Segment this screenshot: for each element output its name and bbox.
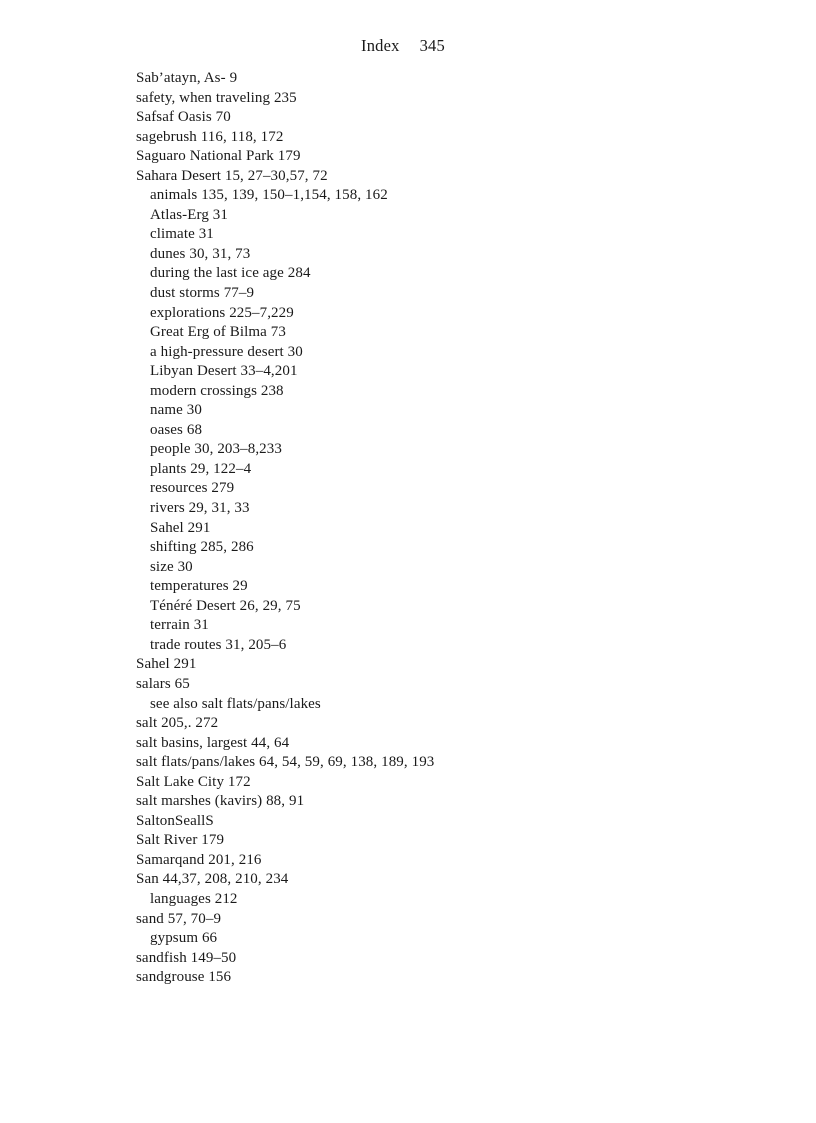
index-subentry: rivers 29, 31, 33 bbox=[150, 500, 250, 517]
index-entry: salt flats/pans/lakes 64, 54, 59, 69, 138, 189, 193 bbox=[136, 754, 435, 771]
index-subentry: languages 212 bbox=[150, 890, 238, 907]
index-entry: Safsaf Oasis 70 bbox=[136, 109, 231, 126]
index-subentry: Sahel 291 bbox=[150, 519, 211, 536]
index-subentry: size 30 bbox=[150, 558, 193, 575]
running-head-title: Index bbox=[361, 36, 400, 55]
index-entry: sand 57, 70–9 bbox=[136, 910, 222, 927]
running-head bbox=[361, 36, 445, 56]
index-entry: Sab’atayn, As- 9 bbox=[136, 70, 238, 86]
index-subentry: terrain 31 bbox=[150, 617, 209, 634]
index-entry-list bbox=[136, 69, 736, 988]
index-entry: salt marshes (kavirs) 88, 91 bbox=[136, 793, 305, 810]
index-entry: Samarqand 201, 216 bbox=[136, 851, 262, 868]
index-entry: Salt River 179 bbox=[136, 832, 225, 849]
index-subentry: oases 68 bbox=[150, 421, 203, 438]
page-number: 345 bbox=[419, 36, 445, 55]
index-subentry: trade routes 31, 205–6 bbox=[150, 636, 287, 653]
index-entry: safety, when traveling 235 bbox=[136, 89, 297, 106]
index-subentry: Ténéré Desert 26, 29, 75 bbox=[150, 597, 301, 614]
index-subentry: climate 31 bbox=[150, 226, 214, 243]
index-subentry: explorations 225–7,229 bbox=[150, 304, 294, 321]
index-entry: San 44,37, 208, 210, 234 bbox=[136, 871, 289, 888]
index-entry: sandfish 149–50 bbox=[136, 949, 237, 966]
index-subentry: Libyan Desert 33–4,201 bbox=[150, 363, 298, 380]
index-subentry: animals 135, 139, 150–1,154, 158, 162 bbox=[150, 187, 388, 204]
index-subentry: shifting 285, 286 bbox=[150, 539, 254, 556]
index-subentry: dust storms 77–9 bbox=[150, 285, 255, 302]
index-entry: salt basins, largest 44, 64 bbox=[136, 734, 290, 751]
index-subentry: people 30, 203–8,233 bbox=[150, 441, 282, 458]
index-entry: salt 205,. 272 bbox=[136, 715, 219, 732]
index-subentry: modern crossings 238 bbox=[150, 382, 284, 399]
index-entry: SaltonSeallS bbox=[136, 812, 214, 829]
index-entry: Sahara Desert 15, 27–30,57, 72 bbox=[136, 167, 328, 184]
index-entry: Saguaro National Park 179 bbox=[136, 148, 301, 165]
index-entry: salars 65 bbox=[136, 675, 190, 692]
index-entry: Salt Lake City 172 bbox=[136, 773, 251, 790]
index-subentry: a high-pressure desert 30 bbox=[150, 343, 303, 360]
index-subentry: dunes 30, 31, 73 bbox=[150, 245, 251, 262]
index-subentry: plants 29, 122–4 bbox=[150, 460, 252, 477]
index-subentry: see also salt flats/pans/lakes bbox=[150, 695, 321, 712]
index-subentry: Great Erg of Bilma 73 bbox=[150, 324, 286, 341]
index-entry: Sahel 291 bbox=[136, 656, 197, 673]
index-subentry: name 30 bbox=[150, 402, 202, 419]
index-subentry: resources 279 bbox=[150, 480, 235, 497]
index-subentry: temperatures 29 bbox=[150, 578, 248, 595]
index-entry: sandgrouse 156 bbox=[136, 969, 232, 986]
index-entry: sagebrush 116, 118, 172 bbox=[136, 128, 284, 145]
index-subentry: during the last ice age 284 bbox=[150, 265, 311, 282]
index-subentry: Atlas-Erg 31 bbox=[150, 206, 228, 223]
index-subentry: gypsum 66 bbox=[150, 930, 218, 947]
